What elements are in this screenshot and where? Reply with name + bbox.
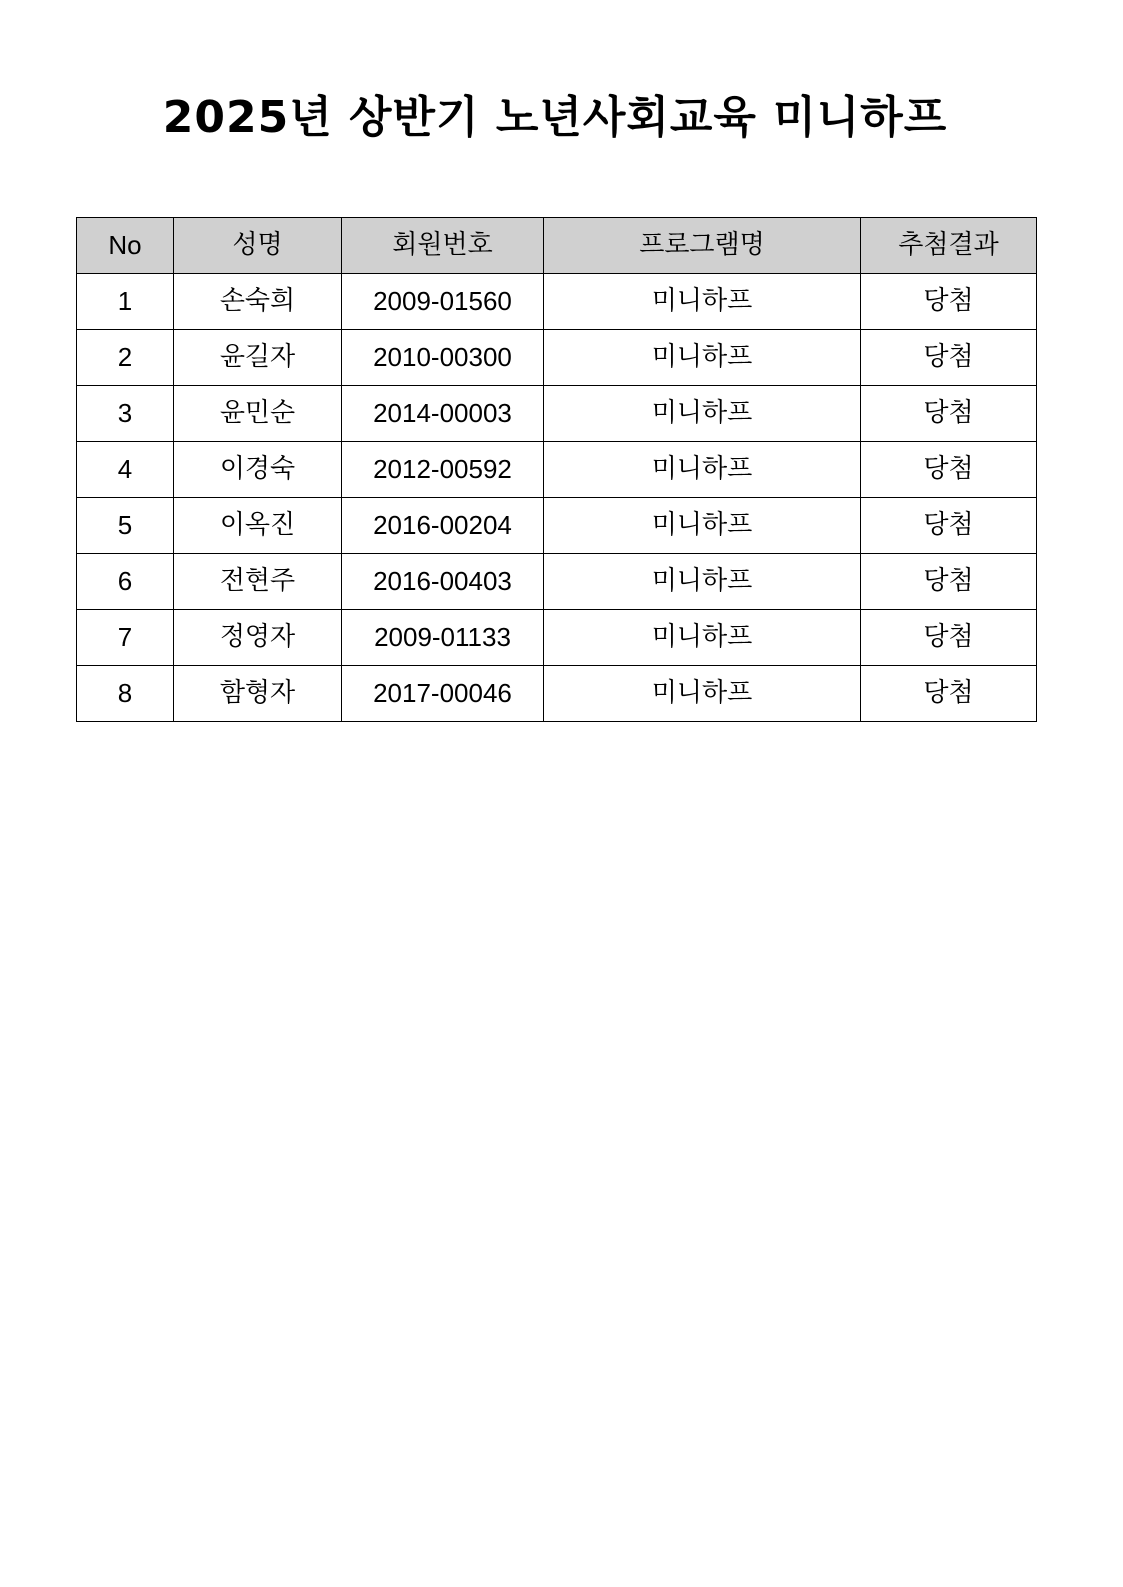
cell-no: 7	[77, 610, 174, 666]
cell-name: 이경숙	[174, 442, 342, 498]
header-name: 성명	[174, 218, 342, 274]
table-row	[77, 554, 1037, 610]
cell-program: 미니하프	[544, 274, 861, 330]
header-member-id: 회원번호	[342, 218, 544, 274]
cell-program: 미니하프	[544, 666, 861, 722]
cell-name: 손숙희	[174, 274, 342, 330]
cell-program: 미니하프	[544, 554, 861, 610]
table-row	[77, 498, 1037, 554]
cell-program: 미니하프	[544, 610, 861, 666]
cell-result: 당첨	[861, 610, 1037, 666]
cell-member-id: 2017-00046	[342, 666, 544, 722]
table-row	[77, 274, 1037, 330]
header-result: 추첨결과	[861, 218, 1037, 274]
cell-result: 당첨	[861, 666, 1037, 722]
cell-member-id: 2010-00300	[342, 330, 544, 386]
cell-no: 8	[77, 666, 174, 722]
cell-member-id: 2012-00592	[342, 442, 544, 498]
page-title: 2025년 상반기 노년사회교육 미니하프	[162, 92, 948, 143]
cell-program: 미니하프	[544, 330, 861, 386]
cell-no: 1	[77, 274, 174, 330]
table-row	[77, 610, 1037, 666]
cell-no: 6	[77, 554, 174, 610]
cell-member-id: 2016-00204	[342, 498, 544, 554]
cell-member-id: 2009-01560	[342, 274, 544, 330]
table-header-row	[77, 218, 1037, 274]
results-table	[76, 217, 1037, 722]
cell-result: 당첨	[861, 442, 1037, 498]
cell-name: 윤민순	[174, 386, 342, 442]
cell-name: 윤길자	[174, 330, 342, 386]
cell-no: 5	[77, 498, 174, 554]
table-row	[77, 666, 1037, 722]
cell-no: 4	[77, 442, 174, 498]
table-row	[77, 330, 1037, 386]
cell-member-id: 2009-01133	[342, 610, 544, 666]
table-row	[77, 386, 1037, 442]
cell-member-id: 2016-00403	[342, 554, 544, 610]
cell-result: 당첨	[861, 554, 1037, 610]
cell-no: 3	[77, 386, 174, 442]
header-program: 프로그램명	[544, 218, 861, 274]
cell-result: 당첨	[861, 330, 1037, 386]
cell-name: 이옥진	[174, 498, 342, 554]
cell-no: 2	[77, 330, 174, 386]
header-no: No	[77, 218, 174, 274]
cell-program: 미니하프	[544, 498, 861, 554]
cell-result: 당첨	[861, 498, 1037, 554]
cell-program: 미니하프	[544, 442, 861, 498]
cell-member-id: 2014-00003	[342, 386, 544, 442]
cell-name: 함형자	[174, 666, 342, 722]
cell-name: 전현주	[174, 554, 342, 610]
cell-program: 미니하프	[544, 386, 861, 442]
cell-result: 당첨	[861, 274, 1037, 330]
table-row	[77, 442, 1037, 498]
cell-result: 당첨	[861, 386, 1037, 442]
cell-name: 정영자	[174, 610, 342, 666]
